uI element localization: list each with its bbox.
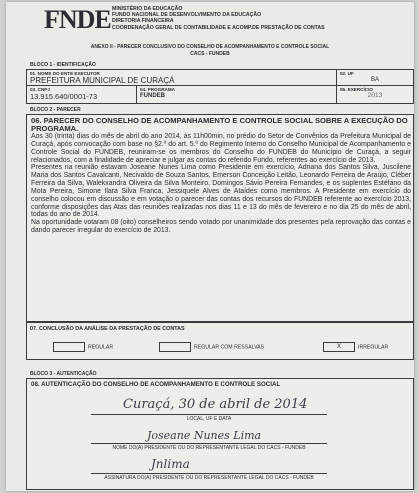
executor-label: 01. NOME DO ENTE EXECUTOR bbox=[30, 71, 100, 76]
option-regular-label: REGULAR bbox=[88, 344, 114, 351]
block3-title: BLOCO 3 - AUTENTICAÇÃO bbox=[30, 371, 97, 377]
opinion-paragraph-members: Presentes na reunião estavam Joseane Nunes Lima como Presidente em exercício, Adriana dos Santos Silva, Juscilene Maria dos Santos Cavalcanti, Necivaldo de Souza Santos, Emerson Conceição Leitão, Leonardo Ferreira de Araújo, Cléber Ferreira da Silva, Walekxandra Oliveira da Silva Monteiro, Domingos Sávio Pereira Fernandes, e os suplentes Estéfano da Mota Pereira, Simone Ilara Silva Franca, Jessiquele Alves de Ataídes como membros. A Presidente em exercício do conselho colocou em discussão e em votação o parecer das contas dos recursos do FUNDEB referente ao exercício 2013, conforme disposições das Atas das reuniões realizadas nos dias 11 e 13 do mês de fevereiro e no dia 25 do mês de abril, todas do ano de 2014. bbox=[31, 164, 411, 219]
option-regular-with-reservations[interactable] bbox=[159, 342, 264, 352]
header-line-directorate: DIRETORIA FINANCEIRA bbox=[112, 18, 174, 25]
conclusion-box bbox=[26, 322, 414, 360]
president-name-handwriting: Joseane Nunes Lima bbox=[147, 429, 262, 442]
form-sheet bbox=[6, 2, 414, 491]
option-regular[interactable] bbox=[53, 342, 113, 352]
fnde-logo: FNDE bbox=[44, 5, 111, 34]
place-date-handwriting: Curaçá, 30 de abril de 2014 bbox=[123, 397, 308, 412]
uf-value: BA bbox=[370, 77, 379, 83]
checkbox-regular[interactable] bbox=[53, 342, 85, 352]
block1-title: BLOCO 1 - IDENTIFICAÇÃO bbox=[30, 62, 96, 68]
conclusion-title: 07. CONCLUSÃO DA ANÁLISE DA PRESTAÇÃO DE CONTAS bbox=[30, 326, 185, 332]
opinion-text bbox=[31, 133, 411, 235]
header-line-coordination: COORDENAÇÃO GERAL DE CONTABILIDADE E ACOMP.DE PRESTAÇÃO DE CONTAS bbox=[112, 24, 325, 31]
annex-title: ANEXO II - PARECER CONCLUSIVO DO CONSELHO DE ACOMPANHAMENTO E CONTROLE SOCIAL bbox=[90, 44, 330, 50]
president-name-label: NOME DO(A) PRESIDENTE OU DO REPRESENTANTE LEGAL DO CACS - FUNDEB bbox=[91, 443, 327, 451]
opinion-box bbox=[26, 114, 414, 322]
year-cell bbox=[337, 86, 413, 103]
header-institution-lines bbox=[112, 6, 325, 31]
cnpj-label: 03. CNPJ bbox=[30, 87, 50, 92]
uf-cell bbox=[337, 70, 413, 86]
header-line-ministry: MINISTÉRIO DA EDUCAÇÃO bbox=[112, 6, 183, 12]
program-label: 04. PROGRAMA bbox=[140, 87, 175, 92]
form-header bbox=[6, 2, 414, 40]
checkbox-regular-with-reservations[interactable] bbox=[159, 342, 191, 352]
president-signature: Jnlima bbox=[151, 457, 190, 471]
block2-title: BLOCO 2 - PARECER bbox=[30, 107, 81, 113]
program-value: FUNDEB bbox=[140, 93, 165, 99]
authentication-section-title: 08. AUTENTICAÇÃO DO CONSELHO DE ACOMPANHAMENTO E CONTROLE SOCIAL bbox=[31, 381, 281, 388]
checkbox-irregular[interactable]: X bbox=[323, 342, 355, 352]
opinion-section-title: 06. PARECER DO CONSELHO DE ACOMPANHAMENTO E CONTROLE SOCIAL SOBRE A EXECUÇÃO DO PROGRAMA. bbox=[31, 116, 408, 134]
uf-label: 02. UF bbox=[340, 71, 354, 76]
year-label: 05. EXERCÍCIO bbox=[340, 87, 373, 92]
executor-cell bbox=[27, 70, 337, 86]
identification-box bbox=[26, 69, 414, 104]
annex-subtitle: CACS - FUNDEB bbox=[190, 51, 230, 57]
year-value: 2013 bbox=[367, 92, 383, 99]
option-irregular-label: IRREGULAR bbox=[358, 344, 389, 351]
program-cell bbox=[137, 86, 337, 103]
header-line-fund: FUNDO NACIONAL DE DESENVOLVIMENTO DA EDUCAÇÃO bbox=[112, 12, 262, 19]
option-regular-with-reservations-label: REGULAR COM RESSALVAS bbox=[194, 344, 265, 351]
cnpj-value: 13.915.640/0001-73 bbox=[30, 92, 98, 101]
cnpj-cell bbox=[27, 86, 137, 103]
executor-value: PREFEITURA MUNICIPAL DE CURAÇÁ bbox=[30, 76, 175, 85]
authentication-box bbox=[26, 378, 414, 490]
place-date-label: LOCAL, UF E DATA bbox=[91, 414, 327, 422]
opinion-paragraph-meeting: Aos 30 (trinta) dias do mês de abril do ano 2014, às 11h00min, no prédio do Setor de Convênios da Prefeitura Municipal de Curaçá, após convocação com base no §2.º do art. 5.º do Regimento Interno do Conselho Municipal de Acompanhamento e Controle Social do FUNDEB, reuniram-se os membros do Conselho do FUNDEB do Município de Curaçá, a seguir relacionados, com a finalidade de apreciar e julgar as contas do referido Fundo, referentes ao exercício de 2013. bbox=[31, 133, 411, 164]
signature-label: ASSINATURA DO(A) PRESIDENTE OU DO REPRESENTANTE LEGAL DO CACS - FUNDEB bbox=[91, 473, 327, 481]
opinion-paragraph-vote: Na oportunidade votaram 08 (oito) conselheiros sendo votado por unanimidade dos presentes pela reprovação das contas e dando parecer irregular do exercício de 2013. bbox=[31, 219, 411, 235]
option-irregular[interactable] bbox=[323, 342, 388, 352]
